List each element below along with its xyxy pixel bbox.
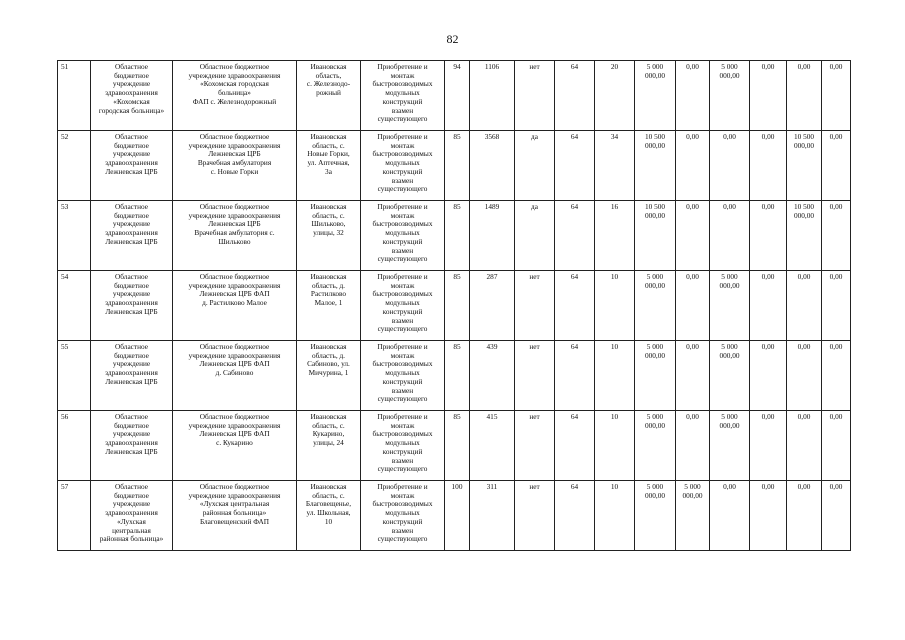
cell-col-16: 0,00 bbox=[822, 481, 851, 551]
cell-col-16: 0,00 bbox=[822, 411, 851, 481]
cell-col-7: 415 bbox=[470, 411, 515, 481]
cell-col-6: 100 bbox=[445, 481, 470, 551]
facilities-table bbox=[57, 60, 851, 551]
cell-col-14: 0,00 bbox=[750, 61, 787, 131]
cell-col-6: 85 bbox=[445, 201, 470, 271]
row-number: 51 bbox=[58, 61, 91, 131]
cell-col-8: да bbox=[515, 201, 555, 271]
cell-col-6: 85 bbox=[445, 411, 470, 481]
cell-col-8: нет bbox=[515, 411, 555, 481]
cell-col-7: 287 bbox=[470, 271, 515, 341]
facility-name: Областное бюджетное учреждение здравоохранения Лежневская ЦРБ ФАП с. Кукарино bbox=[173, 411, 297, 481]
cell-col-14: 0,00 bbox=[750, 341, 787, 411]
row-number: 56 bbox=[58, 411, 91, 481]
cell-col-6: 85 bbox=[445, 131, 470, 201]
cell-col-16: 0,00 bbox=[822, 271, 851, 341]
facility-address: Ивановская область, с. Железнодо- рожный bbox=[297, 61, 361, 131]
table-row bbox=[58, 341, 851, 411]
cell-col-8: да bbox=[515, 131, 555, 201]
owner-institution: Областное бюджетное учреждение здравоохранения Лежневская ЦРБ bbox=[91, 201, 173, 271]
cell-col-13: 5 000 000,00 bbox=[710, 411, 750, 481]
cell-col-7: 311 bbox=[470, 481, 515, 551]
planned-action: Приобретение и монтаж быстровозводимых модульных конструкций взамен существующего bbox=[361, 411, 445, 481]
cell-col-9: 64 bbox=[555, 131, 595, 201]
table-row bbox=[58, 131, 851, 201]
cell-col-10: 10 bbox=[595, 341, 635, 411]
cell-col-12: 0,00 bbox=[676, 131, 710, 201]
owner-institution: Областное бюджетное учреждение здравоохранения Лежневская ЦРБ bbox=[91, 411, 173, 481]
cell-col-11: 5 000 000,00 bbox=[635, 481, 676, 551]
cell-col-12: 0,00 bbox=[676, 341, 710, 411]
cell-col-6: 85 bbox=[445, 341, 470, 411]
facility-address: Ивановская область, с. Благовещенье, ул. Школьная, 10 bbox=[297, 481, 361, 551]
planned-action: Приобретение и монтаж быстровозводимых модульных конструкций взамен существующего bbox=[361, 61, 445, 131]
owner-institution: Областное бюджетное учреждение здравоохранения Лежневская ЦРБ bbox=[91, 271, 173, 341]
facility-address: Ивановская область, с. Новые Горки, ул. Аптечная, 3а bbox=[297, 131, 361, 201]
cell-col-11: 10 500 000,00 bbox=[635, 201, 676, 271]
facility-name: Областное бюджетное учреждение здравоохранения Лежневская ЦРБ ФАП д. Сабиново bbox=[173, 341, 297, 411]
row-number: 57 bbox=[58, 481, 91, 551]
cell-col-7: 3568 bbox=[470, 131, 515, 201]
cell-col-9: 64 bbox=[555, 341, 595, 411]
cell-col-7: 1106 bbox=[470, 61, 515, 131]
cell-col-16: 0,00 bbox=[822, 341, 851, 411]
cell-col-12: 0,00 bbox=[676, 61, 710, 131]
cell-col-10: 10 bbox=[595, 271, 635, 341]
cell-col-7: 439 bbox=[470, 341, 515, 411]
facility-name: Областное бюджетное учреждение здравоохранения «Кохомская городская больница» ФАП с. Железнодорожный bbox=[173, 61, 297, 131]
cell-col-9: 64 bbox=[555, 201, 595, 271]
cell-col-11: 5 000 000,00 bbox=[635, 341, 676, 411]
cell-col-13: 0,00 bbox=[710, 201, 750, 271]
cell-col-15: 0,00 bbox=[787, 271, 822, 341]
facility-address: Ивановская область, д. Растилково Малое, 1 bbox=[297, 271, 361, 341]
owner-institution: Областное бюджетное учреждение здравоохранения «Лухская центральная районная больница» bbox=[91, 481, 173, 551]
row-number: 55 bbox=[58, 341, 91, 411]
row-number: 54 bbox=[58, 271, 91, 341]
row-number: 53 bbox=[58, 201, 91, 271]
cell-col-8: нет bbox=[515, 481, 555, 551]
cell-col-11: 5 000 000,00 bbox=[635, 411, 676, 481]
cell-col-10: 10 bbox=[595, 411, 635, 481]
facility-address: Ивановская область, д. Сабиново, ул. Мичурина, 1 bbox=[297, 341, 361, 411]
cell-col-16: 0,00 bbox=[822, 201, 851, 271]
cell-col-14: 0,00 bbox=[750, 201, 787, 271]
cell-col-9: 64 bbox=[555, 61, 595, 131]
table-body bbox=[58, 61, 851, 551]
table-row bbox=[58, 411, 851, 481]
row-number: 52 bbox=[58, 131, 91, 201]
planned-action: Приобретение и монтаж быстровозводимых модульных конструкций взамен существующего bbox=[361, 271, 445, 341]
cell-col-6: 94 bbox=[445, 61, 470, 131]
cell-col-14: 0,00 bbox=[750, 271, 787, 341]
cell-col-11: 10 500 000,00 bbox=[635, 131, 676, 201]
cell-col-15: 0,00 bbox=[787, 61, 822, 131]
cell-col-12: 5 000 000,00 bbox=[676, 481, 710, 551]
table-row bbox=[58, 61, 851, 131]
cell-col-12: 0,00 bbox=[676, 271, 710, 341]
cell-col-15: 0,00 bbox=[787, 341, 822, 411]
table-row bbox=[58, 271, 851, 341]
facility-address: Ивановская область, с. Шильково, улицы, 32 bbox=[297, 201, 361, 271]
cell-col-8: нет bbox=[515, 61, 555, 131]
cell-col-11: 5 000 000,00 bbox=[635, 271, 676, 341]
cell-col-15: 10 500 000,00 bbox=[787, 201, 822, 271]
cell-col-13: 5 000 000,00 bbox=[710, 341, 750, 411]
owner-institution: Областное бюджетное учреждение здравоохранения Лежневская ЦРБ bbox=[91, 341, 173, 411]
facility-name: Областное бюджетное учреждение здравоохранения Лежневская ЦРБ Врачебная амбулатория с. Шильково bbox=[173, 201, 297, 271]
facility-name: Областное бюджетное учреждение здравоохранения Лежневская ЦРБ Врачебная амбулатория с. Новые Горки bbox=[173, 131, 297, 201]
cell-col-8: нет bbox=[515, 271, 555, 341]
cell-col-9: 64 bbox=[555, 411, 595, 481]
cell-col-14: 0,00 bbox=[750, 131, 787, 201]
cell-col-15: 0,00 bbox=[787, 411, 822, 481]
page-number: 82 bbox=[446, 32, 459, 46]
cell-col-11: 5 000 000,00 bbox=[635, 61, 676, 131]
cell-col-16: 0,00 bbox=[822, 131, 851, 201]
cell-col-10: 34 bbox=[595, 131, 635, 201]
facility-name: Областное бюджетное учреждение здравоохранения Лежневская ЦРБ ФАП д. Растилково Малое bbox=[173, 271, 297, 341]
cell-col-13: 5 000 000,00 bbox=[710, 61, 750, 131]
planned-action: Приобретение и монтаж быстровозводимых модульных конструкций взамен существующего bbox=[361, 341, 445, 411]
facility-address: Ивановская область, с. Кукарино, улицы, 24 bbox=[297, 411, 361, 481]
table-row bbox=[58, 201, 851, 271]
cell-col-7: 1489 bbox=[470, 201, 515, 271]
cell-col-14: 0,00 bbox=[750, 411, 787, 481]
table-row bbox=[58, 481, 851, 551]
cell-col-10: 16 bbox=[595, 201, 635, 271]
cell-col-14: 0,00 bbox=[750, 481, 787, 551]
cell-col-13: 5 000 000,00 bbox=[710, 271, 750, 341]
cell-col-13: 0,00 bbox=[710, 481, 750, 551]
cell-col-9: 64 bbox=[555, 481, 595, 551]
planned-action: Приобретение и монтаж быстровозводимых модульных конструкций взамен существующего bbox=[361, 481, 445, 551]
owner-institution: Областное бюджетное учреждение здравоохранения «Кохомская городская больница» bbox=[91, 61, 173, 131]
planned-action: Приобретение и монтаж быстровозводимых модульных конструкций взамен существующего bbox=[361, 201, 445, 271]
cell-col-13: 0,00 bbox=[710, 131, 750, 201]
cell-col-10: 20 bbox=[595, 61, 635, 131]
cell-col-16: 0,00 bbox=[822, 61, 851, 131]
cell-col-15: 0,00 bbox=[787, 481, 822, 551]
cell-col-15: 10 500 000,00 bbox=[787, 131, 822, 201]
cell-col-12: 0,00 bbox=[676, 201, 710, 271]
planned-action: Приобретение и монтаж быстровозводимых модульных конструкций взамен существующего bbox=[361, 131, 445, 201]
cell-col-12: 0,00 bbox=[676, 411, 710, 481]
cell-col-9: 64 bbox=[555, 271, 595, 341]
facility-name: Областное бюджетное учреждение здравоохранения «Лухская центральная районная больница» Благовещенский ФАП bbox=[173, 481, 297, 551]
owner-institution: Областное бюджетное учреждение здравоохранения Лежневская ЦРБ bbox=[91, 131, 173, 201]
cell-col-10: 10 bbox=[595, 481, 635, 551]
cell-col-6: 85 bbox=[445, 271, 470, 341]
cell-col-8: нет bbox=[515, 341, 555, 411]
